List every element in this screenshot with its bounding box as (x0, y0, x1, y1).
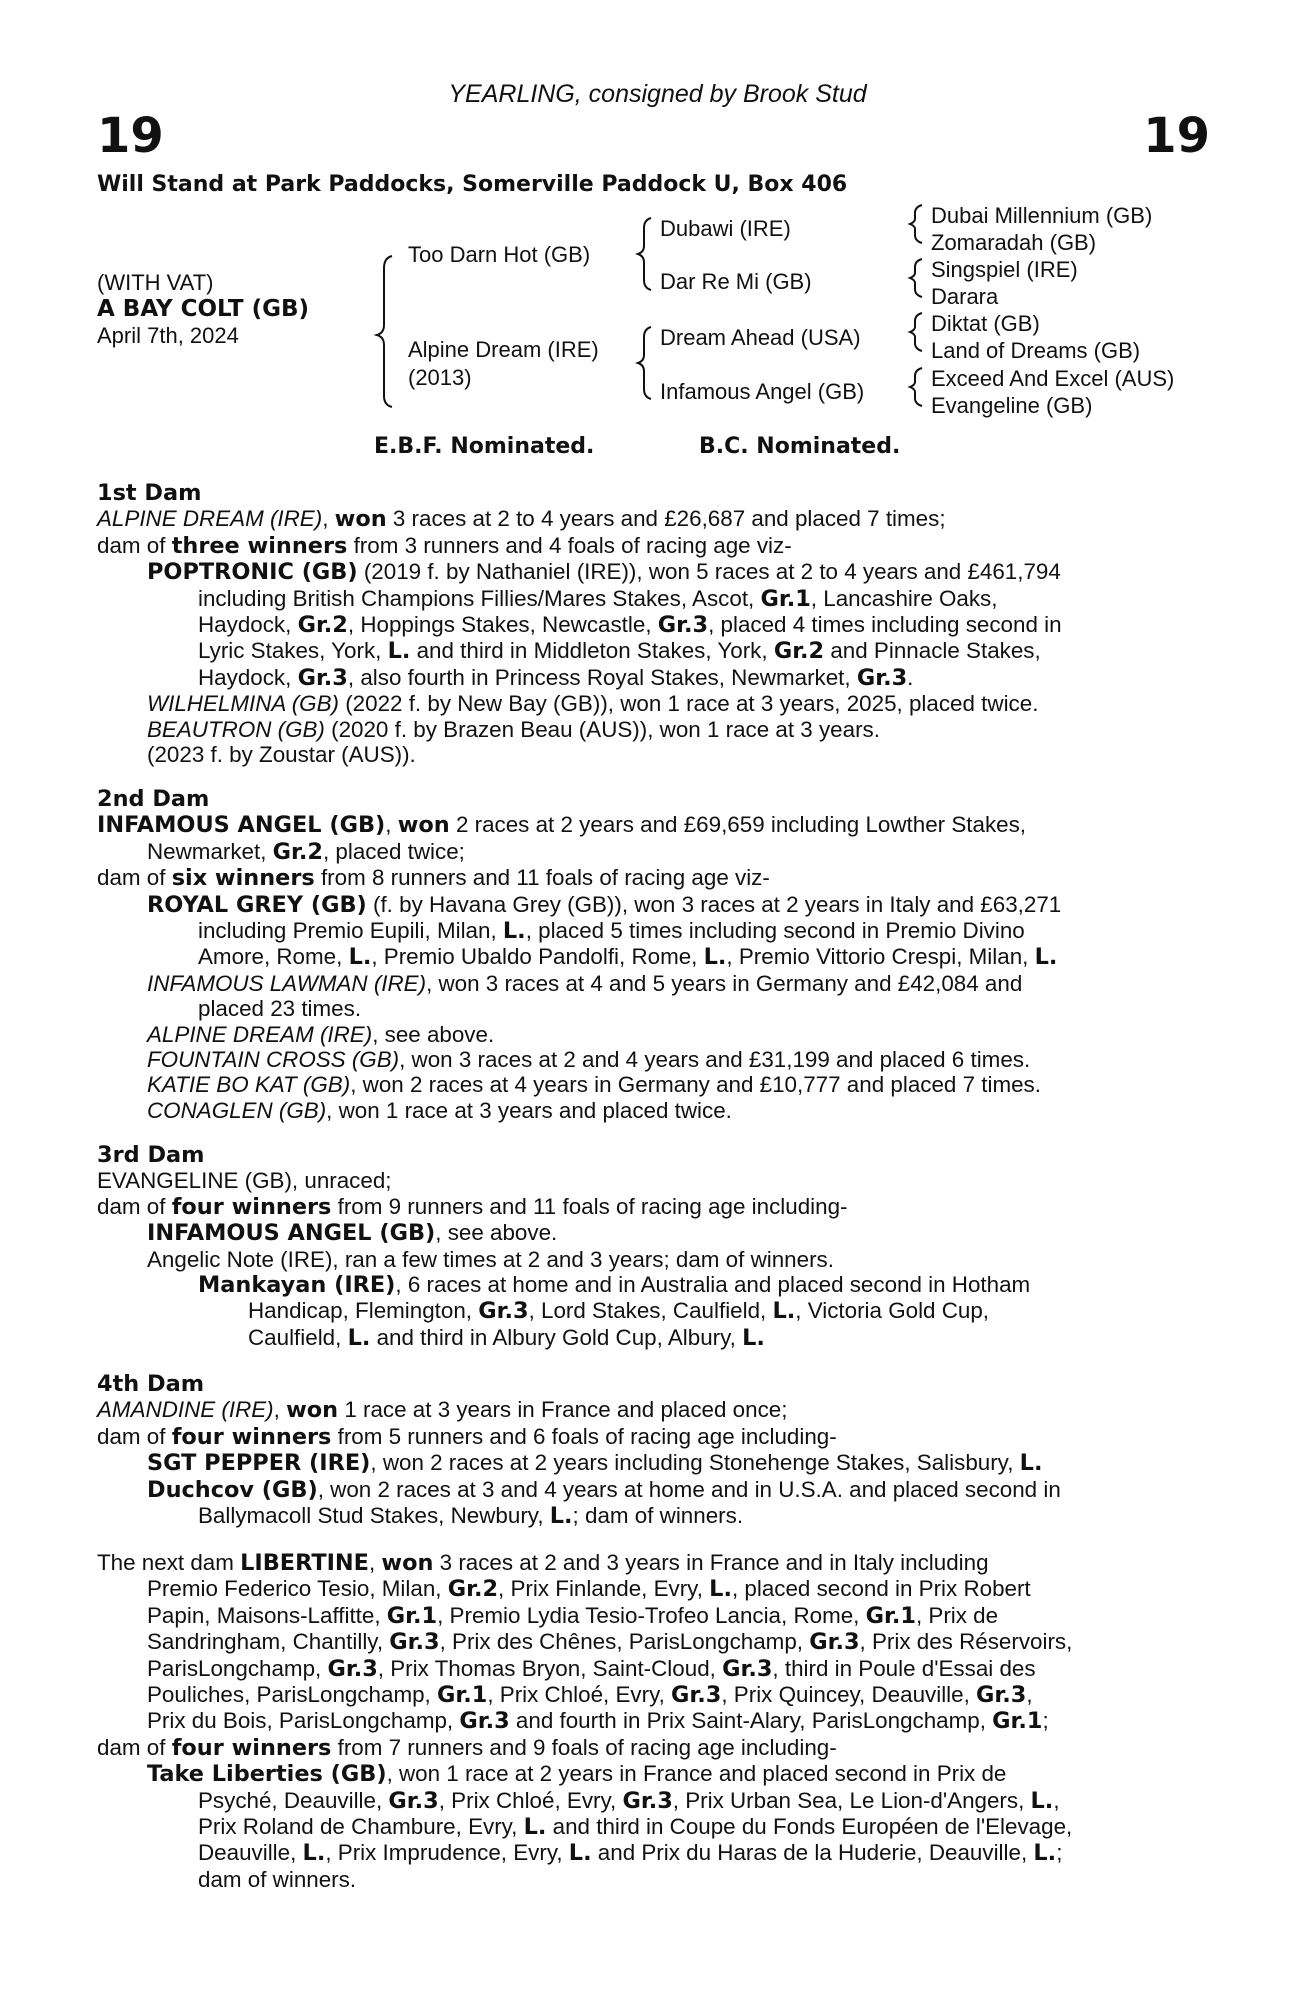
text-run: , won 2 races at 4 years in Germany and £10,777 and placed 7 times. (350, 1072, 1041, 1098)
text-run: Gr.3 (327, 1655, 378, 1682)
text-run: , also fourth in Princess Royal Stakes, Newmarket, (347, 664, 857, 690)
horse-dob: April 7th, 2024 (97, 323, 239, 348)
text-line (97, 1072, 1205, 1097)
text-run: and third in Middleton Stakes, York, (410, 638, 774, 664)
text-run: , (385, 812, 398, 838)
text-run: and fourth in Prix Saint-Alary, ParisLongchamp, (509, 1708, 993, 1734)
text-line (97, 717, 1205, 742)
text-run: including British Champions Fillies/Mares Stakes, Ascot, (198, 585, 761, 611)
dam-sire: Dream Ahead (USA) (660, 325, 861, 350)
text-line (97, 944, 1205, 970)
text-run: Newmarket, (147, 838, 273, 864)
text-run: ROYAL GREY (GB) (147, 891, 367, 918)
text-line (97, 1788, 1205, 1814)
text-run: SGT PEPPER (IRE) (147, 1450, 371, 1477)
text-run: L. (302, 1840, 326, 1867)
text-run: , placed twice; (322, 838, 465, 864)
next-dam-section (97, 1550, 1205, 1892)
text-line (97, 691, 1205, 716)
text-line (97, 1603, 1205, 1629)
text-run: dam of (97, 532, 172, 558)
text-run: Gr.1 (760, 585, 811, 612)
text-line (97, 1022, 1205, 1047)
text-run: from 5 runners and 6 foals of racing age including- (331, 1423, 837, 1449)
text-run: won (397, 812, 450, 839)
text-run: Ballymacoll Stud Stakes, Newbury, (198, 1503, 550, 1529)
text-run: 3 races at 2 and 3 years in France and in Italy including (433, 1550, 989, 1575)
bracket-g2 (910, 259, 922, 297)
text-run: Gr.3 (657, 612, 709, 639)
text-run: 1 race at 3 years in France and placed once; (338, 1397, 788, 1423)
text-run: Gr.3 (297, 664, 348, 691)
dam: Alpine Dream (IRE) (408, 337, 599, 362)
horse-name: A BAY COLT (GB) (97, 296, 310, 322)
text-run: EVANGELINE (GB), unraced; (97, 1168, 392, 1194)
text-line (97, 1576, 1205, 1602)
text-run: ; (1042, 1708, 1049, 1734)
text-run: from 8 runners and 11 foals of racing age viz- (314, 865, 770, 891)
text-run: , (1026, 1682, 1033, 1708)
stand-location: Will Stand at Park Paddocks, Somerville Paddock U, Box 406 (97, 172, 848, 197)
text-run: , (368, 1550, 382, 1575)
text-run: L. (387, 638, 411, 665)
lot-number-right: 19 (1143, 108, 1210, 164)
text-line (97, 1397, 1205, 1423)
text-run: Sandringham, Chantilly, (147, 1629, 390, 1655)
text-run: (2022 f. by New Bay (GB)), won 1 race at 3 years, 2025, placed twice. (339, 691, 1039, 717)
text-run: Take Liberties (GB) (147, 1761, 387, 1788)
text-line (97, 1194, 1205, 1220)
text-run: L. (348, 944, 372, 971)
second-dam-section (97, 787, 1205, 1123)
text-run: FOUNTAIN CROSS (GB) (147, 1047, 400, 1073)
bc-nomination: B.C. Nominated. (699, 434, 901, 459)
text-line (97, 1272, 1205, 1298)
ebf-nomination: E.B.F. Nominated. (374, 434, 595, 459)
text-line (97, 586, 1205, 612)
text-run: Gr.2 (297, 612, 348, 639)
text-run: Psyché, Deauville, (198, 1787, 389, 1813)
text-line (97, 742, 1205, 767)
text-run: dam of (97, 1734, 172, 1760)
text-run: Premio Federico Tesio, Milan, (147, 1576, 448, 1602)
text-line (97, 1682, 1205, 1708)
text-line (97, 638, 1205, 664)
text-run: Amore, Rome, (198, 944, 349, 970)
gen3-4: Darara (931, 284, 999, 309)
text-line (97, 612, 1205, 638)
gen3-3: Singspiel (IRE) (931, 257, 1078, 282)
text-run: , Prix Thomas Bryon, Saint-Cloud, (377, 1655, 723, 1681)
text-run: , Lancashire Oaks, (810, 585, 998, 611)
text-run: four winners (171, 1193, 332, 1220)
text-run: KATIE BO KAT (GB) (147, 1072, 351, 1098)
text-run: won (381, 1550, 434, 1576)
text-run: from 9 runners and 11 foals of racing age including- (331, 1193, 848, 1219)
text-run: LIBERTINE (240, 1550, 369, 1576)
text-line (97, 1325, 1205, 1351)
pedigree-brackets (0, 0, 1315, 480)
text-run: AMANDINE (IRE) (97, 1397, 274, 1423)
text-run: Pouliches, ParisLongchamp, (147, 1682, 437, 1708)
text-run: , Premio Vittorio Crespi, Milan, (726, 944, 1035, 970)
text-run: Deauville, (198, 1840, 303, 1866)
bracket-dam (638, 327, 651, 399)
text-line (97, 865, 1205, 891)
third-dam-section (97, 1143, 1205, 1351)
text-run: Gr.3 (478, 1298, 529, 1325)
text-run: four winners (171, 1423, 332, 1450)
text-run: Gr.2 (773, 638, 825, 665)
text-run: , 6 races at home and in Australia and placed second in Hotham (395, 1272, 1031, 1298)
text-run: Caulfield, (248, 1324, 348, 1350)
text-run: Gr.3 (389, 1629, 440, 1656)
text-run: , won 2 races at 2 years including Stonehenge Stakes, Salisbury, (370, 1450, 1020, 1476)
text-run: ALPINE DREAM (IRE) (97, 506, 323, 532)
text-run: Duchcov (GB) (147, 1476, 318, 1503)
text-run: L. (703, 944, 727, 971)
text-run: , placed 5 times including second in Premio Divino (525, 918, 1025, 944)
text-run: , third in Poule d'Essai des (772, 1655, 1036, 1681)
text-run: , Prix Finlande, Evry, (498, 1576, 710, 1602)
fourth-dam-heading: 4th Dam (97, 1371, 205, 1397)
text-run: L. (347, 1324, 371, 1351)
text-run: INFAMOUS ANGEL (GB) (147, 1220, 436, 1247)
dam-year: (2013) (408, 365, 472, 390)
bracket-g1 (910, 205, 922, 243)
bracket-g4 (910, 368, 922, 406)
text-run: dam of (97, 1193, 172, 1219)
text-run: Gr.3 (622, 1787, 673, 1814)
text-line (97, 665, 1205, 691)
text-run: (2020 f. by Brazen Beau (AUS)), won 1 race at 3 years. (324, 716, 880, 742)
text-run: , Prix des Réservoirs, (859, 1629, 1073, 1655)
text-run: Angelic Note (IRE), ran a few times at 2 and 3 years; dam of winners. (147, 1246, 834, 1272)
text-run: Gr.3 (722, 1655, 773, 1682)
text-run: , won 3 races at 4 and 5 years in Germany and £42,084 and (426, 970, 1023, 996)
text-run: Lyric Stakes, York, (198, 638, 388, 664)
text-line (97, 1450, 1205, 1476)
text-run: , placed second in Prix Robert (731, 1576, 1031, 1602)
gen3-6: Land of Dreams (GB) (931, 338, 1141, 363)
text-run: , won 2 races at 3 and 4 years at home and in U.S.A. and placed second in (317, 1476, 1061, 1502)
text-run: Gr.2 (447, 1576, 499, 1603)
text-line (97, 1867, 1205, 1892)
text-line (97, 918, 1205, 944)
text-line (97, 1761, 1205, 1787)
text-line (97, 1840, 1205, 1866)
text-run: . (907, 664, 914, 690)
text-run: Gr.1 (992, 1708, 1043, 1735)
text-run: , won 1 race at 2 years in France and placed second in Prix de (386, 1761, 1007, 1787)
gen3-8: Evangeline (GB) (931, 393, 1093, 418)
text-run: dam of winners. (198, 1866, 357, 1892)
text-line (97, 1629, 1205, 1655)
text-line (97, 1708, 1205, 1734)
text-line (97, 1247, 1205, 1272)
text-run: ParisLongchamp, (147, 1655, 328, 1681)
text-run: , placed 4 times including second in (708, 612, 1062, 638)
text-run: L. (772, 1298, 796, 1325)
text-line (97, 1168, 1205, 1193)
sire-sire: Dubawi (IRE) (660, 216, 791, 241)
text-line (97, 1735, 1205, 1761)
first-dam-heading: 1st Dam (97, 480, 202, 506)
text-run: , see above. (372, 1021, 495, 1047)
text-run: , Prix Urban Sea, Le Lion-d'Angers, (672, 1787, 1031, 1813)
text-run: Gr.1 (865, 1602, 916, 1629)
text-run: four winners (171, 1734, 332, 1761)
text-run: Gr.1 (386, 1602, 438, 1629)
text-run: , Lord Stakes, Caulfield, (528, 1298, 773, 1324)
text-run: WILHELMINA (GB) (147, 691, 339, 717)
text-run: Haydock, (198, 612, 298, 638)
text-run: INFAMOUS ANGEL (GB) (97, 812, 386, 839)
first-dam-section (97, 481, 1205, 767)
text-run: and Prix du Haras de la Huderie, Deauville, (591, 1840, 1034, 1866)
text-line (97, 1298, 1205, 1324)
text-run: six winners (171, 865, 315, 892)
text-run: Gr.3 (459, 1708, 510, 1735)
text-line (97, 1047, 1205, 1072)
text-run: Gr.3 (856, 664, 908, 691)
text-run: ALPINE DREAM (IRE) (147, 1021, 373, 1047)
text-run: (2019 f. by Nathaniel (IRE)), won 5 races at 2 to 4 years and £461,794 (357, 559, 1061, 585)
text-line (97, 1220, 1205, 1246)
text-run: Prix Roland de Chambure, Evry, (198, 1814, 524, 1840)
text-run: ; dam of winners. (572, 1503, 744, 1529)
text-run: , Prix des Chênes, ParisLongchamp, (439, 1629, 810, 1655)
dam-dam: Infamous Angel (GB) (660, 379, 865, 404)
text-run: Gr.3 (809, 1629, 860, 1656)
text-run: won (286, 1397, 339, 1424)
text-run: , Hoppings Stakes, Newcastle, (347, 612, 658, 638)
text-run: and Pinnacle Stakes, (824, 638, 1041, 664)
text-run: and third in Albury Gold Cup, Albury, (370, 1324, 743, 1350)
text-run: three winners (171, 532, 348, 559)
text-line (97, 533, 1205, 559)
lot-number-left: 19 (97, 108, 164, 164)
text-run: from 3 runners and 4 foals of racing age viz- (347, 532, 792, 558)
text-line (97, 1814, 1205, 1840)
text-run: L. (502, 918, 526, 945)
text-run: , Premio Lydia Tesio-Trofeo Lancia, Rome, (437, 1602, 866, 1628)
text-run: , Prix Chloé, Evry, (438, 1787, 623, 1813)
text-run: dam of (97, 865, 172, 891)
text-run: , won 1 race at 3 years and placed twice. (326, 1097, 732, 1123)
text-run: dam of (97, 1423, 172, 1449)
text-run: INFAMOUS LAWMAN (IRE) (147, 970, 427, 996)
text-run: , Prix Imprudence, Evry, (325, 1840, 569, 1866)
text-run: , Prix Quincey, Deauville, (721, 1682, 977, 1708)
text-run: Prix du Bois, ParisLongchamp, (147, 1708, 460, 1734)
text-line (97, 1098, 1205, 1123)
text-run: L. (742, 1324, 765, 1351)
text-run: , Prix de (915, 1602, 999, 1628)
text-line (97, 892, 1205, 918)
text-line (97, 996, 1205, 1021)
second-dam-heading: 2nd Dam (97, 786, 210, 812)
text-line (97, 971, 1205, 996)
text-run: (f. by Havana Grey (GB)), won 3 races at 2 years in Italy and £63,271 (366, 891, 1062, 917)
text-line (97, 1503, 1205, 1529)
text-run: L. (709, 1576, 732, 1603)
text-line (97, 559, 1205, 585)
text-line (97, 506, 1205, 532)
text-run: including Premio Eupili, Milan, (198, 918, 503, 944)
gen3-5: Diktat (GB) (931, 311, 1040, 336)
text-run: L. (568, 1840, 592, 1867)
text-run: , (322, 506, 335, 532)
text-run: 2 races at 2 years and £69,659 including Lowther Stakes, (449, 812, 1027, 838)
gen3-7: Exceed And Excel (AUS) (931, 366, 1175, 391)
text-line (97, 1424, 1205, 1450)
text-run: Gr.3 (671, 1682, 722, 1709)
text-run: POPTRONIC (GB) (147, 559, 358, 586)
text-run: , (273, 1397, 287, 1423)
vat-note: (WITH VAT) (97, 270, 214, 295)
text-run: L. (523, 1814, 547, 1841)
bracket-g3 (910, 313, 922, 351)
text-run: , won 3 races at 2 and 4 years and £31,199 and placed 6 times. (399, 1047, 1031, 1073)
text-run: from 7 runners and 9 foals of racing age including- (331, 1734, 837, 1760)
text-run: 3 races at 2 to 4 years and £26,687 and placed 7 times; (386, 506, 946, 532)
text-run: , (1053, 1787, 1060, 1813)
text-run: Haydock, (198, 664, 298, 690)
text-run: BEAUTRON (GB) (147, 716, 325, 742)
text-run: Mankayan (IRE) (198, 1272, 396, 1299)
text-run: won (334, 506, 387, 533)
sire-dam: Dar Re Mi (GB) (660, 269, 812, 294)
text-line (97, 812, 1205, 838)
text-run: Papin, Maisons-Laffitte, (147, 1602, 387, 1628)
text-line (97, 839, 1205, 865)
text-run: Gr.2 (272, 838, 323, 865)
text-run: L. (1034, 944, 1058, 971)
text-run: L. (1019, 1450, 1043, 1477)
text-run: L. (1033, 1840, 1057, 1867)
text-run: , Prix Chloé, Evry, (487, 1682, 672, 1708)
text-run: Gr.1 (437, 1682, 488, 1709)
text-run: L. (1030, 1787, 1054, 1814)
text-run: The next dam (97, 1550, 241, 1575)
gen3-1: Dubai Millennium (GB) (931, 203, 1153, 228)
text-line (97, 1656, 1205, 1682)
text-run: CONAGLEN (GB) (147, 1097, 327, 1123)
text-run: (2023 f. by Zoustar (AUS)). (147, 742, 416, 768)
text-run: Gr.3 (976, 1682, 1027, 1709)
text-run: and third in Coupe du Fonds Européen de l'Elevage, (546, 1814, 1073, 1840)
text-line (97, 1550, 1205, 1576)
text-run: placed 23 times. (198, 996, 362, 1022)
bracket-sire (638, 218, 651, 290)
text-run: L. (549, 1503, 573, 1530)
text-run: , Victoria Gold Cup, (795, 1298, 990, 1324)
text-run: Gr.3 (388, 1787, 439, 1814)
text-run: , Premio Ubaldo Pandolfi, Rome, (371, 944, 704, 970)
sire: Too Darn Hot (GB) (408, 242, 591, 267)
text-run: ; (1056, 1840, 1063, 1866)
text-line (97, 1477, 1205, 1503)
page-title: YEARLING, consigned by Brook Stud (448, 80, 867, 108)
bracket-main (377, 256, 392, 407)
fourth-dam-section (97, 1372, 1205, 1529)
text-run: , see above. (435, 1220, 558, 1246)
text-run: Handicap, Flemington, (248, 1298, 479, 1324)
gen3-2: Zomaradah (GB) (931, 230, 1097, 255)
third-dam-heading: 3rd Dam (97, 1142, 205, 1168)
